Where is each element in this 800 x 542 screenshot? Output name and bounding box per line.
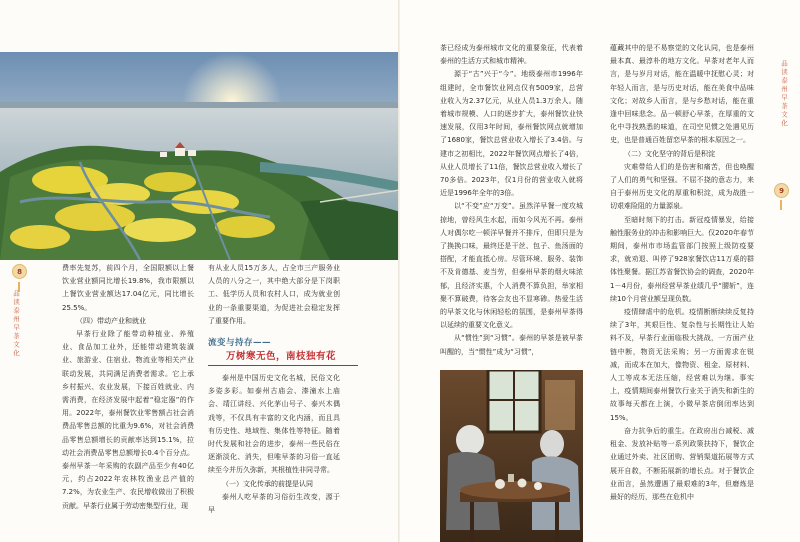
paragraph: 至暗时刻下的打击。新冠疫情暴发，给接触性服务业的冲击和影响巨大。仅2020年春节期间，泰州市市场监管部门按照上级防疫要求，就劝退、叫停了928家餐饮店11万桌的群体性聚餐。据江苏省餐饮协会的调查，2020年1－4月份，泰州经营早茶业绩几乎“腰斩”，连续10个月营业额呈现负数。 (610, 215, 754, 303)
aerial-landscape-image (0, 52, 400, 260)
photo-elderly-couple-tea (440, 370, 583, 542)
paragraph: 以“不变”应“万变”。虽然洋早餐一度攻城掠地，曾经风生水起，而如今风光不再。泰州人对偶尔吃一顿洋早餐并不排斥，但即只是为了换换口味，最终还是干丝、包子、鱼汤面的搭配，才能直抵心房。尽管环境、服务、装饰不及肯德基、麦当劳，但泰州早茶的烟火味浓郁，且经济实惠，个人消费不算负担，举家相聚不算破费，待客会友也不显寒碜。热爱生活的早茶文化与休闲轻松的氛围，是泰州早茶得以延续的重要文化意义。 (440, 202, 583, 330)
page-number-right: 9 (774, 183, 789, 198)
side-decoration-bar (780, 200, 782, 210)
right-column-1 (440, 42, 583, 359)
aerial-photo-rapeseed-fields (0, 52, 400, 260)
heading-divider (208, 365, 358, 366)
paragraph: 茶已经成为泰州城市文化的重要象征，代表着泰州的生活方式和城市精神。 (440, 44, 583, 66)
section-heading-line2: 万树寒无色，南枝独有花 (226, 351, 337, 362)
right-page (400, 0, 800, 542)
paragraph: 灾难带给人们的是伤害和痛苦，但也唤醒了人们的勇气和坚强。不屈不挠的意志力，来自于泰州历史文化的厚重和积淀，成为战胜一切艰难险阻的力量源泉。 (610, 162, 754, 211)
section-heading-line1: 流变与持存—— (208, 338, 272, 348)
paragraph: 疫情肆虐中的危机。疫情断断续续反复持续了3年，其艰巨性、复杂性与长期性让人始料不及，早茶行业面临极大挑战，一方面产业链中断，物资无法采购；另一方面需求在锐减，而成本在加大，像物资、租金、原材料、人工等成本无法压缩，经营难以为继。事实上，疫情期间泰州餐饮行业关于消失和新生的故事每天都在上演，小微早茶店倒闭率达到15%。 (610, 308, 754, 422)
section-heading (208, 336, 368, 366)
left-column-2b (208, 372, 340, 517)
paragraph: 有从业人员15万多人，占全市三产服务业人员的八分之一，其中绝大部分是下岗职工、低学历人员和农村人口，成为就业创业的一条重要渠道，为促进社会稳定发挥了重要作用。 (208, 264, 340, 325)
subheading: （四）带动产业和就业 (76, 316, 146, 325)
left-column-2 (208, 262, 340, 328)
paragraph: 泰州是中国历史文化名城，民俗文化多姿多彩。如泰州古庙会、溱潼水上庙会、靖江讲经、兴化茅山号子、泰兴木偶戏等，不仅具有丰富的文化内涵，而且具有历史性、地域性、集体性等特征。随着时代发展和社会的进步，泰州一些民俗在逐渐淡化、消失，但唯早茶的习俗一直延续至今并历久弥新，其根植性非同寻常。 (208, 374, 340, 475)
paragraph: 源于“古”兴于“今”。地级泰州市1996年组建时，全市餐饮业网点仅有5009家，总营业收入为2.37亿元，从业人员1.3万余人。随着城市规模、人口的逐步扩大，泰州餐饮业快速发展，仅用3年时间，泰州餐饮网点就增加了1680家，餐饮总营业收入增长了3.4倍。与建市之初相比，2022年餐饮网点增长了4倍，从业人员增长了11倍，餐饮总营业收入增长了70多倍。2023年，仅1月份的营业收入就将近是1996年全年的3倍。 (440, 70, 583, 198)
page-number-left: 8 (12, 264, 27, 279)
teahouse-photo-image (440, 370, 583, 542)
subheading: （一）文化传承的前提是认同 (222, 479, 313, 488)
paragraph: 费率先复苏，前四个月，全国限额以上餐饮业营业额同比增长19.8%，我市限额以上餐饮业营业额达17.04亿元，同比增长25.5%。 (62, 264, 194, 312)
paragraph: 蕴藏其中的是不易察觉的文化认同，也是泰州最本真、最淳朴的地方文化。早茶对老年人而言，是与岁月对话，能在温暖中抚慰心灵；对年轻人而言，是与历史对话，能在美食中品味文化；对故乡人而言，是与乡愁对话，能在重逢中回味悲念。品一顿舒心早茶，在厚重的文化中寻找熟悉的味道，在司空见惯之处遇见历史，也是普通百姓留恋早茶的根本原因之一。 (610, 44, 754, 145)
paragraph: 奋力抗争后的重生。在政府出台减税、减租金、发放补贴等一系列政策扶持下，餐饮企业通过外卖、社区团购、营销渠道拓展等方式展开自救，不断拓展新的增长点。对于餐饮企业而言，虽然遭遇了最艰难的3年，但磨炼是最好的经历，那些在危机中 (610, 426, 754, 501)
right-column-2 (610, 42, 754, 504)
paragraph: 早茶行业除了能带动种植业、养殖业、食品加工业外，还能带动建筑装潢业、旅游业、住宿业、物流业等相关产业联动发展，共同满足消费者需求。它上承乡村振兴、农业发展，下接百姓就业、内需消费，在经济发展中起着“稳定器”的作用。2022年，泰州餐饮业零售额占社会消费品零售总额的比重为9.6%，对社会消费品零售总额增长的贡献率达到15.1%，拉动社会消费品零售总额增长0.4个百分点。泰州早茶一年采购的农副产品至少有40亿元，约占2022年农林牧渔业总产值的7.2%，为农业生产、农民增收做出了积极贡献。早茶行业属于劳动密集型行业，现 (62, 330, 194, 510)
side-running-title-right: 品读泰州早茶文化 (780, 60, 788, 128)
paragraph: 从“惯性”到“习惯”。泰州的早茶是被早茶叫醒的，当“惯性”成为“习惯”， (440, 334, 583, 356)
side-running-title-left: 品读泰州早茶文化 (12, 290, 20, 358)
paragraph: 泰州人吃早茶的习俗衍生改变，源于早 (208, 492, 340, 515)
left-column-1 (62, 262, 194, 513)
subheading: （二）文化坚守的背后是积淀 (624, 149, 715, 158)
